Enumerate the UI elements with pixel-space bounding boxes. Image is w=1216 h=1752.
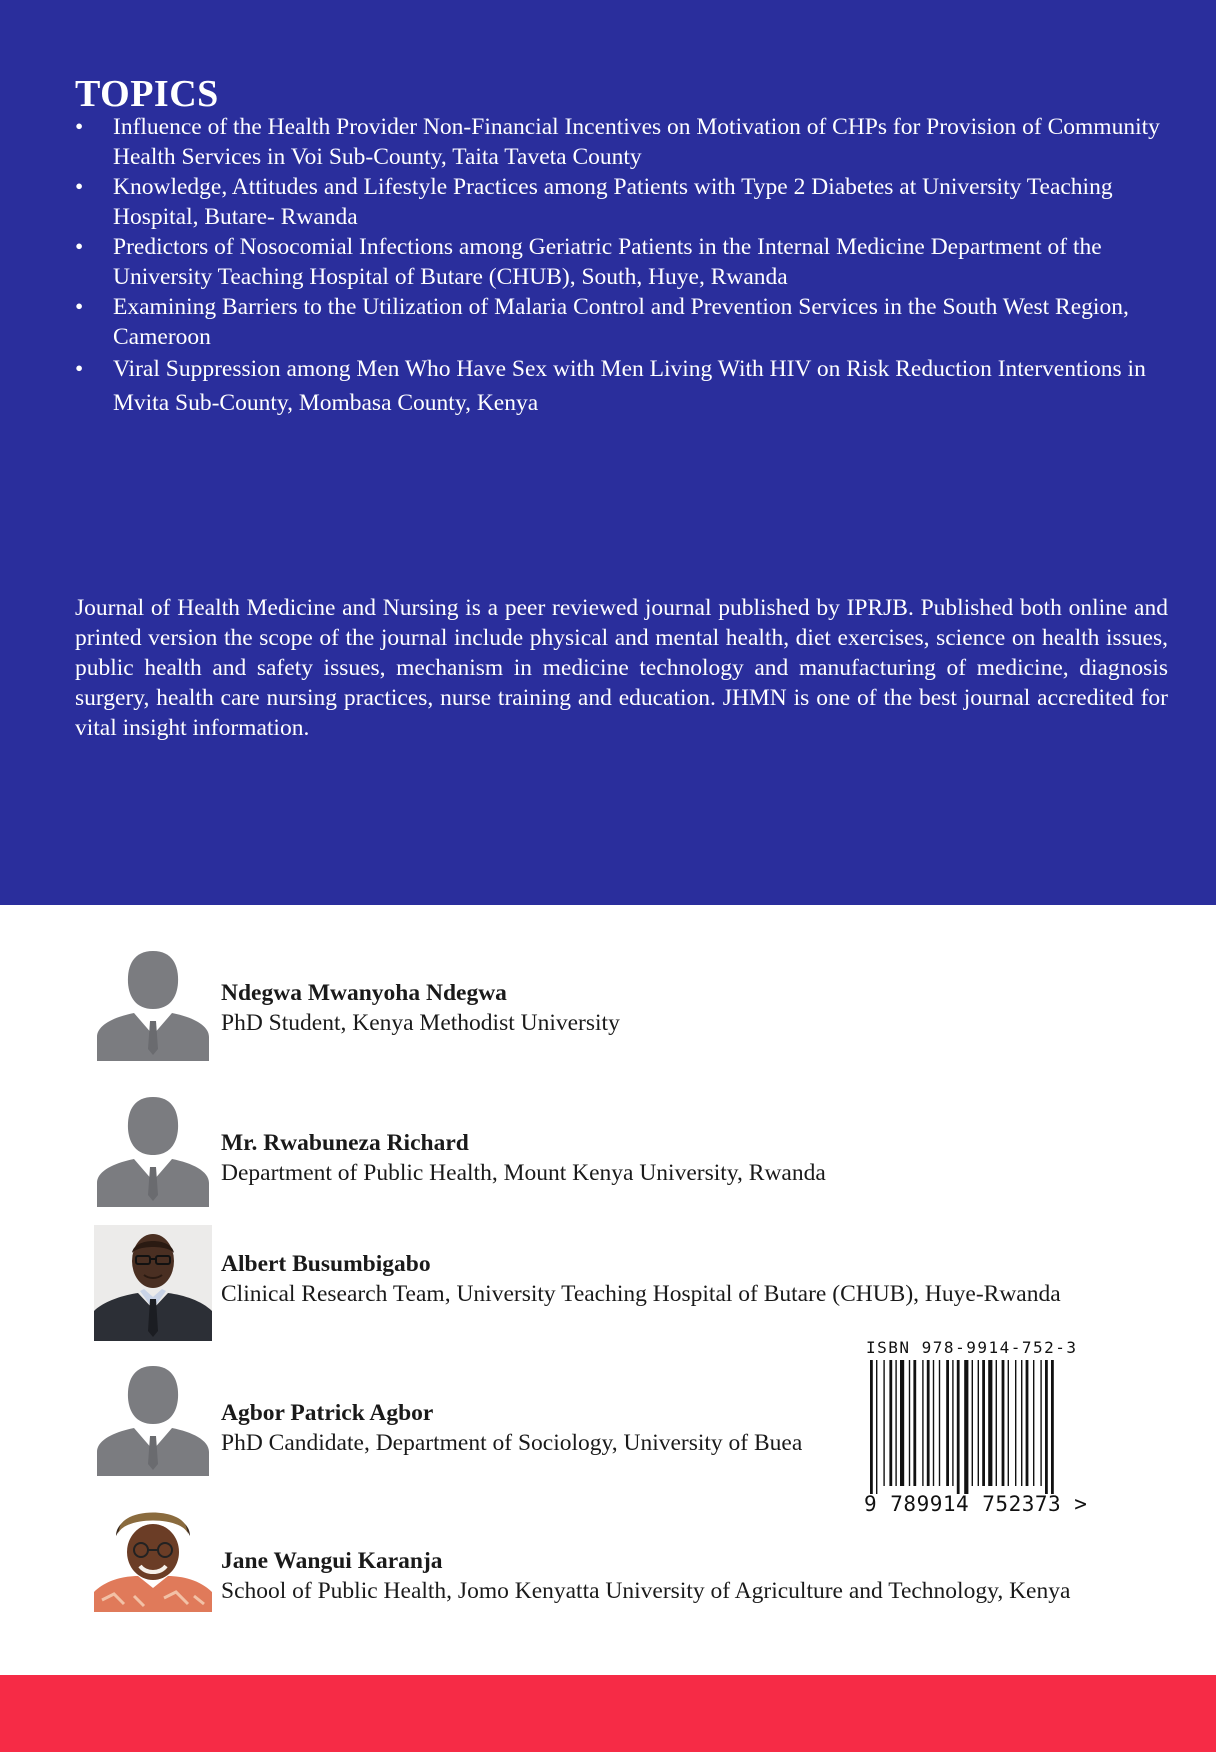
- author-name: Ndegwa Mwanyoha Ndegwa: [221, 980, 507, 1006]
- silhouette-icon: [94, 945, 212, 1061]
- topic-text: Knowledge, Attitudes and Lifestyle Practices among Patients with Type 2 Diabetes at University Teaching Hospital, Butare- Rwanda: [113, 174, 1113, 230]
- topic-item: [75, 292, 1175, 352]
- photo-man-suit: [94, 1225, 212, 1341]
- barcode-icon: [864, 1360, 1074, 1494]
- bullet-icon: •: [75, 174, 84, 200]
- author-name: Albert Busumbigabo: [221, 1251, 431, 1277]
- topic-item: [75, 352, 1175, 420]
- topic-text: Influence of the Health Provider Non-Financial Incentives on Motivation of CHPs for Provision of Community Health Services in Voi Sub-County, Taita Taveta County: [113, 114, 1160, 170]
- isbn-label: ISBN 978-9914-752-3: [866, 1338, 1078, 1357]
- photo-woman-headwrap: [94, 1496, 212, 1612]
- author-card: [94, 945, 1194, 1061]
- author-affiliation: Clinical Research Team, University Teaching Hospital of Butare (CHUB), Huye-Rwanda: [221, 1281, 1061, 1307]
- silhouette-icon: [94, 1360, 212, 1476]
- author-card: [94, 1091, 1194, 1207]
- author-affiliation: School of Public Health, Jomo Kenyatta University of Agriculture and Technology, Kenya: [221, 1578, 1071, 1604]
- topic-text: Viral Suppression among Men Who Have Sex with Men Living With HIV on Risk Reduction Interventions in Mvita Sub-County, Mombasa County, Kenya: [113, 356, 1146, 416]
- author-name: Jane Wangui Karanja: [221, 1548, 443, 1574]
- topic-item: [75, 172, 1175, 232]
- topic-item: [75, 232, 1175, 292]
- author-card: [94, 1225, 1194, 1341]
- author-name: Agbor Patrick Agbor: [221, 1400, 434, 1426]
- author-affiliation: PhD Student, Kenya Methodist University: [221, 1010, 620, 1036]
- silhouette-icon: [94, 1091, 212, 1207]
- bullet-icon: •: [75, 356, 84, 382]
- bullet-icon: •: [75, 114, 84, 140]
- topic-text: Predictors of Nosocomial Infections among Geriatric Patients in the Internal Medicine Department of the University Teaching Hospital of Butare (CHUB), South, Huye, Rwanda: [113, 234, 1102, 290]
- isbn-barcode: [864, 1338, 1088, 1520]
- author-name: Mr. Rwabuneza Richard: [221, 1130, 469, 1156]
- topics-heading: TOPICS: [75, 73, 219, 115]
- author-affiliation: Department of Public Health, Mount Kenya University, Rwanda: [221, 1160, 826, 1186]
- topics-list: [75, 112, 1175, 420]
- bullet-icon: •: [75, 294, 84, 320]
- bullet-icon: •: [75, 234, 84, 260]
- bottom-color-band: [0, 1675, 1216, 1752]
- topic-item: [75, 112, 1175, 172]
- author-affiliation: PhD Candidate, Department of Sociology, University of Buea: [221, 1430, 803, 1456]
- topic-text: Examining Barriers to the Utilization of Malaria Control and Prevention Services in the South West Region, Cameroon: [113, 294, 1129, 350]
- isbn-digits: 9 789914 752373 >: [864, 1492, 1088, 1516]
- journal-description: Journal of Health Medicine and Nursing is a peer reviewed journal published by IPRJB. Published both online and printed version the scope of the journal include physical and mental health, diet exercises, science on health issues, public health and safety issues, mechanism in medicine technology and manufacturing of medicine, diagnosis surgery, health care nursing practices, nurse training and education. JHMN is one of the best journal accredited for vital insight information.: [75, 595, 1168, 741]
